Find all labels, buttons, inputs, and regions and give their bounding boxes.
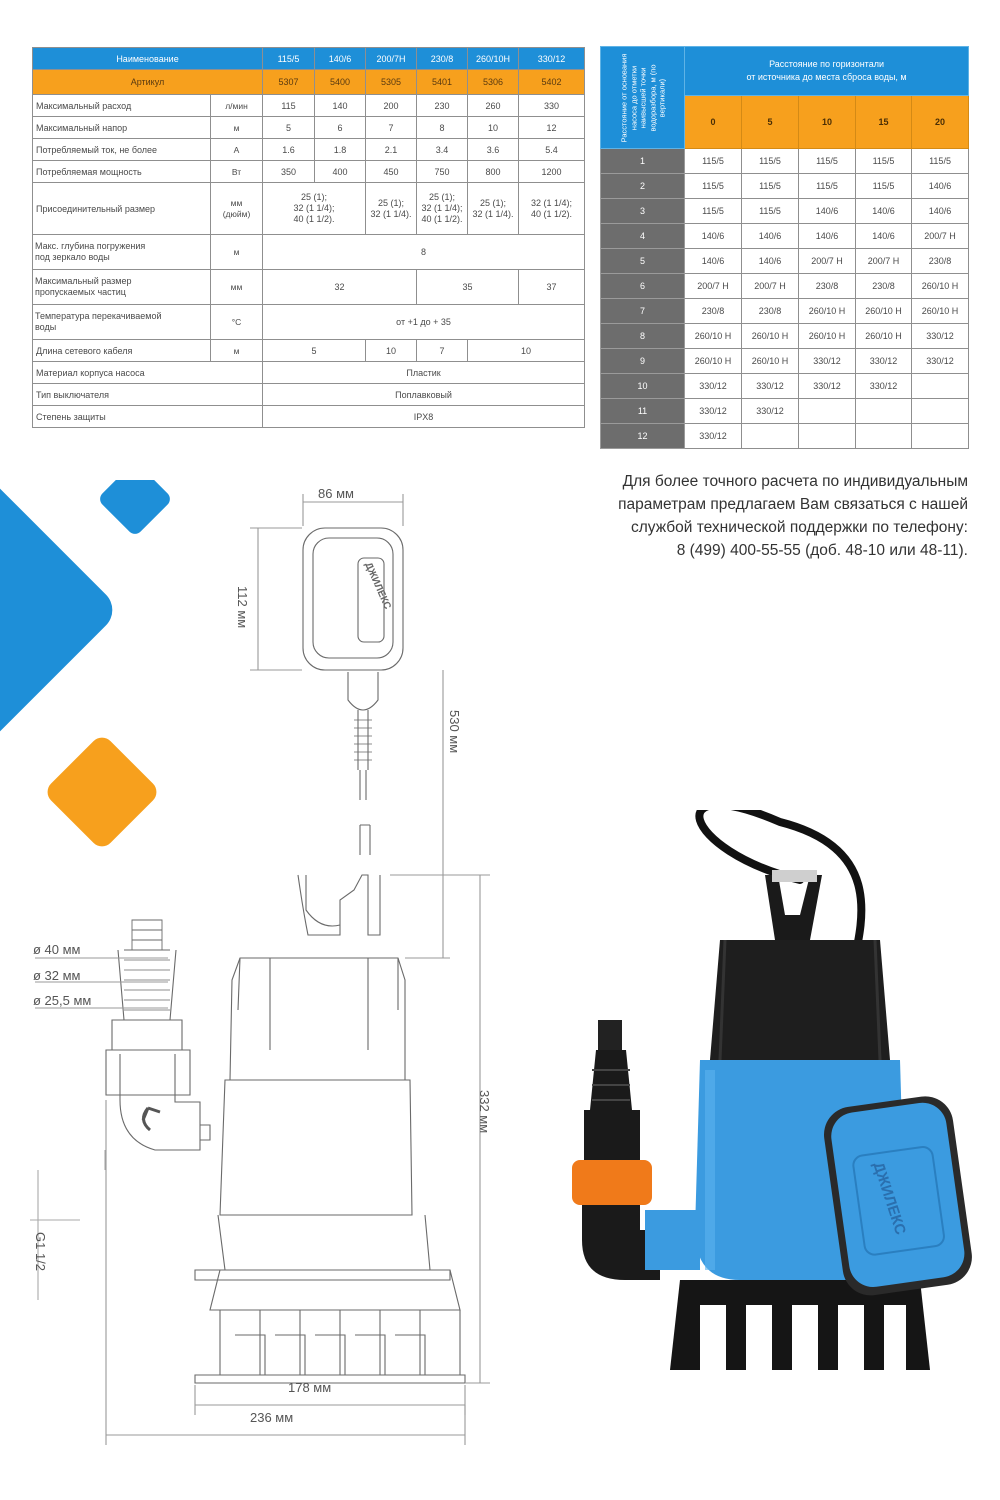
distance-row — [601, 424, 969, 449]
height-cell: 1 — [601, 149, 685, 174]
distance-column: 0 — [685, 96, 742, 149]
distance-column: 15 — [856, 96, 912, 149]
spec-row-name: Материал корпуса насоса — [33, 362, 263, 384]
technical-drawing — [20, 480, 500, 1450]
spec-row-name: Степень защиты — [33, 406, 263, 428]
vertical-axis-label — [601, 47, 685, 149]
pump-photo — [560, 810, 980, 1370]
base-width-label: 178 мм — [288, 1380, 332, 1395]
spec-cell: 37 — [519, 270, 585, 305]
spec-cell — [417, 183, 468, 235]
spec-row-name — [33, 305, 211, 340]
conn-line: 25 (1); — [301, 192, 328, 202]
height-cell: 6 — [601, 274, 685, 299]
spec-table — [32, 47, 585, 428]
switch-row — [33, 384, 585, 406]
diameter-40-label: ø 40 мм — [33, 942, 81, 957]
model-cell: 230/8 — [685, 299, 742, 324]
spec-cell: 1.6 — [263, 139, 315, 161]
row-name-line: воды — [35, 322, 57, 332]
model-cell: 200/7 Н — [912, 224, 969, 249]
spec-cell: 5 — [263, 340, 366, 362]
model-col: 330/12 — [519, 48, 585, 70]
model-cell: 260/10 Н — [856, 299, 912, 324]
model-cell — [799, 399, 856, 424]
orange-nut — [572, 1160, 652, 1205]
model-cell: 140/6 — [799, 224, 856, 249]
spec-cell — [468, 183, 519, 235]
model-cell: 115/5 — [799, 174, 856, 199]
spec-cell: 8 — [417, 117, 468, 139]
model-cell: 330/12 — [799, 349, 856, 374]
conn-line: 40 (1 1/2). — [293, 214, 335, 224]
model-cell: 140/6 — [742, 249, 799, 274]
spec-row-unit: м — [211, 117, 263, 139]
model-cell: 260/10 Н — [685, 349, 742, 374]
spec-cell: 800 — [468, 161, 519, 183]
distance-row — [601, 399, 969, 424]
distance-row — [601, 174, 969, 199]
spec-cell: 32 — [263, 270, 417, 305]
spec-cell: Пластик — [263, 362, 585, 384]
model-cell: 230/8 — [856, 274, 912, 299]
spec-cell: 7 — [366, 117, 417, 139]
conn-line: 32 (1 1/4); — [293, 203, 335, 213]
distance-row — [601, 349, 969, 374]
model-cell: 140/6 — [912, 199, 969, 224]
cable-row — [33, 340, 585, 362]
row-name-line: Максимальный размер — [35, 276, 132, 286]
spec-cell: 230 — [417, 95, 468, 117]
spec-cell: IPX8 — [263, 406, 585, 428]
info-line: Для более точного расчета по индивидуальным — [622, 473, 968, 490]
spec-cell: 450 — [366, 161, 417, 183]
float-brand-text: ДЖИЛЕКС — [362, 560, 393, 612]
distance-column: 5 — [742, 96, 799, 149]
model-cell: 260/10 Н — [742, 349, 799, 374]
model-cell: 330/12 — [742, 399, 799, 424]
spec-row — [33, 161, 585, 183]
horizontal-label-line: Расстояние по горизонтали — [769, 59, 884, 69]
spec-row — [33, 117, 585, 139]
spec-cell — [366, 183, 417, 235]
model-cell: 140/6 — [799, 199, 856, 224]
horizontal-label-line: от источника до места сброса воды, м — [746, 72, 907, 82]
connection-row — [33, 183, 585, 235]
height-cell: 9 — [601, 349, 685, 374]
spec-cell: 10 — [366, 340, 417, 362]
spec-cell: 10 — [468, 340, 585, 362]
model-cell: 330/12 — [799, 374, 856, 399]
model-cell: 115/5 — [856, 149, 912, 174]
distance-column: 20 — [912, 96, 969, 149]
spec-row-name — [33, 270, 211, 305]
spec-row-unit: Вт — [211, 161, 263, 183]
spec-row-name: Длина сетевого кабеля — [33, 340, 211, 362]
model-cell: 115/5 — [742, 174, 799, 199]
float-height-label: 112 мм — [235, 586, 250, 629]
model-cell: 140/6 — [742, 224, 799, 249]
model-cell: 330/12 — [685, 424, 742, 449]
conn-line: 40 (1 1/2). — [421, 214, 463, 224]
height-cell: 11 — [601, 399, 685, 424]
spec-cell: 115 — [263, 95, 315, 117]
model-cell — [742, 424, 799, 449]
total-width-label: 236 мм — [250, 1410, 294, 1425]
pump-handle — [765, 875, 822, 940]
model-cell: 200/7 Н — [685, 274, 742, 299]
article-value: 5305 — [366, 70, 417, 95]
spec-cell: 140 — [315, 95, 366, 117]
model-cell: 140/6 — [856, 224, 912, 249]
float-switch-drawing — [303, 528, 403, 855]
model-cell — [799, 424, 856, 449]
spec-cell: 5 — [263, 117, 315, 139]
model-cell: 330/12 — [685, 374, 742, 399]
row-name-line: под зеркало воды — [35, 252, 110, 262]
model-cell: 115/5 — [742, 149, 799, 174]
conn-line: 32 (1 1/4); — [531, 197, 573, 208]
model-cell: 140/6 — [912, 174, 969, 199]
spec-cell: 35 — [417, 270, 519, 305]
unit-line: мм — [230, 197, 243, 208]
height-cell: 5 — [601, 249, 685, 274]
distance-row — [601, 374, 969, 399]
spec-cell: 750 — [417, 161, 468, 183]
height-cell: 2 — [601, 174, 685, 199]
spec-row — [33, 95, 585, 117]
model-col: 230/8 — [417, 48, 468, 70]
model-cell: 260/10 Н — [685, 324, 742, 349]
model-cell: 330/12 — [912, 324, 969, 349]
distance-row — [601, 299, 969, 324]
pump-body-drawing — [195, 875, 465, 1383]
conn-line: 32 (1 1/4). — [472, 208, 514, 219]
model-cell: 260/10 Н — [799, 324, 856, 349]
support-info — [538, 470, 968, 562]
height-cell: 3 — [601, 199, 685, 224]
thread-label: G1 1/2 — [33, 1232, 48, 1272]
conn-line: 25 (1); — [429, 192, 456, 202]
info-line: параметрам предлагаем Вам связаться с нашей — [618, 496, 968, 513]
row-name-line: Температура перекачиваемой — [35, 311, 162, 321]
model-cell: 115/5 — [685, 149, 742, 174]
model-cell — [912, 374, 969, 399]
model-cell: 230/8 — [742, 299, 799, 324]
model-cell: 140/6 — [856, 199, 912, 224]
vertical-axis-text: Расстояние от основания насоса до отметки наивысшей точки водоразбора, м (по вертикали) — [618, 53, 666, 142]
spec-header-name: Наименование — [33, 48, 263, 70]
spec-row-unit — [211, 183, 263, 235]
model-cell: 140/6 — [685, 249, 742, 274]
spec-cell: 1200 — [519, 161, 585, 183]
spec-cell: 12 — [519, 117, 585, 139]
spec-row-unit: °С — [211, 305, 263, 340]
model-cell: 200/7 Н — [856, 249, 912, 274]
distance-table — [600, 46, 969, 449]
article-value: 5401 — [417, 70, 468, 95]
temperature-row — [33, 305, 585, 340]
model-col: 140/6 — [315, 48, 366, 70]
model-cell: 330/12 — [742, 374, 799, 399]
height-cell: 8 — [601, 324, 685, 349]
article-row — [33, 70, 585, 95]
particles-row — [33, 270, 585, 305]
height-cell: 10 — [601, 374, 685, 399]
spec-row-name: Максимальный напор — [33, 117, 211, 139]
spec-row-name: Потребляемый ток, не более — [33, 139, 211, 161]
model-cell: 115/5 — [912, 149, 969, 174]
row-name-line: Макс. глубина погружения — [35, 241, 146, 251]
spec-cell: 330 — [519, 95, 585, 117]
outlet-drawing — [106, 920, 210, 1150]
spec-cell: 1.8 — [315, 139, 366, 161]
conn-line: 25 (1); — [378, 197, 405, 208]
model-cell: 200/7 Н — [799, 249, 856, 274]
spec-row-unit: м — [211, 340, 263, 362]
protection-row — [33, 406, 585, 428]
distance-row — [601, 149, 969, 174]
model-col: 260/10Н — [468, 48, 519, 70]
model-cell: 115/5 — [856, 174, 912, 199]
model-cell: 230/8 — [912, 249, 969, 274]
spec-cell: 6 — [315, 117, 366, 139]
spec-cell: 7 — [417, 340, 468, 362]
model-cell: 330/12 — [912, 349, 969, 374]
spec-row-unit: л/мин — [211, 95, 263, 117]
spec-cell: 8 — [263, 235, 585, 270]
spec-row — [33, 139, 585, 161]
motor-housing — [710, 940, 890, 1060]
spec-row-name: Потребляемая мощность — [33, 161, 211, 183]
model-cell: 260/10 Н — [912, 274, 969, 299]
distance-row — [601, 224, 969, 249]
material-row — [33, 362, 585, 384]
model-cell: 330/12 — [856, 349, 912, 374]
spec-cell: 200 — [366, 95, 417, 117]
info-line: службой технической поддержки по телефону: — [630, 519, 968, 536]
spec-cell — [519, 183, 585, 235]
spec-cell: 5.4 — [519, 139, 585, 161]
model-cell: 200/7 Н — [742, 274, 799, 299]
distance-row — [601, 249, 969, 274]
model-cell: 330/12 — [685, 399, 742, 424]
article-value: 5307 — [263, 70, 315, 95]
float-width-label: 86 мм — [318, 486, 354, 501]
cable-length-label: 530 мм — [447, 710, 462, 754]
model-cell: 115/5 — [742, 199, 799, 224]
model-cell: 115/5 — [685, 199, 742, 224]
distance-header-row — [601, 47, 969, 96]
spec-cell: 2.1 — [366, 139, 417, 161]
model-cell — [856, 424, 912, 449]
height-cell: 7 — [601, 299, 685, 324]
spec-cell: 400 — [315, 161, 366, 183]
article-value: 5306 — [468, 70, 519, 95]
distance-row — [601, 199, 969, 224]
model-cell — [912, 399, 969, 424]
spec-cell: 350 — [263, 161, 315, 183]
spec-row-name — [33, 235, 211, 270]
float-brand-photo: ДЖИЛЕКС — [869, 1159, 909, 1237]
unit-line: (дюйм) — [222, 208, 251, 219]
model-cell: 330/12 — [856, 374, 912, 399]
model-cell: 115/5 — [685, 174, 742, 199]
diameter-25-label: ø 25,5 мм — [33, 993, 92, 1008]
row-name-line: пропускаемых частиц — [35, 287, 126, 297]
distance-body — [601, 149, 969, 449]
info-line: 8 (499) 400-55-55 (доб. 48-10 или 48-11). — [676, 542, 968, 559]
model-cell — [912, 424, 969, 449]
pump-height-label: 332 мм — [477, 1090, 492, 1134]
spec-row-name: Тип выключателя — [33, 384, 263, 406]
horizontal-axis-label — [685, 47, 969, 96]
spec-cell: 260 — [468, 95, 519, 117]
spec-cell: 10 — [468, 117, 519, 139]
spec-row-unit: А — [211, 139, 263, 161]
height-cell: 12 — [601, 424, 685, 449]
depth-row — [33, 235, 585, 270]
spec-row-unit: мм — [211, 270, 263, 305]
conn-line: 25 (1); — [480, 197, 507, 208]
model-cell — [856, 399, 912, 424]
spec-header-row — [33, 48, 585, 70]
spec-row-unit: м — [211, 235, 263, 270]
height-cell: 4 — [601, 224, 685, 249]
conn-line: 32 (1 1/4). — [370, 208, 412, 219]
model-cell: 230/8 — [799, 274, 856, 299]
model-cell: 260/10 Н — [799, 299, 856, 324]
spec-row-name: Присоединительный размер — [33, 183, 211, 235]
distance-row — [601, 324, 969, 349]
spec-cell: 3.4 — [417, 139, 468, 161]
model-cell: 260/10 Н — [742, 324, 799, 349]
distance-row — [601, 274, 969, 299]
float-switch-photo — [820, 1093, 975, 1299]
spec-cell: от +1 до + 35 — [263, 305, 585, 340]
model-cell: 260/10 Н — [856, 324, 912, 349]
spec-row-name: Максимальный расход — [33, 95, 211, 117]
article-label: Артикул — [33, 70, 263, 95]
model-col: 200/7Н — [366, 48, 417, 70]
spec-cell: Поплавковый — [263, 384, 585, 406]
conn-line: 40 (1 1/2). — [531, 208, 573, 219]
article-value: 5402 — [519, 70, 585, 95]
model-cell: 115/5 — [799, 149, 856, 174]
model-cell: 260/10 Н — [912, 299, 969, 324]
distance-column: 10 — [799, 96, 856, 149]
model-cell: 140/6 — [685, 224, 742, 249]
article-value: 5400 — [315, 70, 366, 95]
spec-cell: 3.6 — [468, 139, 519, 161]
model-col: 115/5 — [263, 48, 315, 70]
diameter-32-label: ø 32 мм — [33, 968, 81, 983]
conn-line: 32 (1 1/4); — [421, 203, 463, 213]
spec-cell — [263, 183, 366, 235]
